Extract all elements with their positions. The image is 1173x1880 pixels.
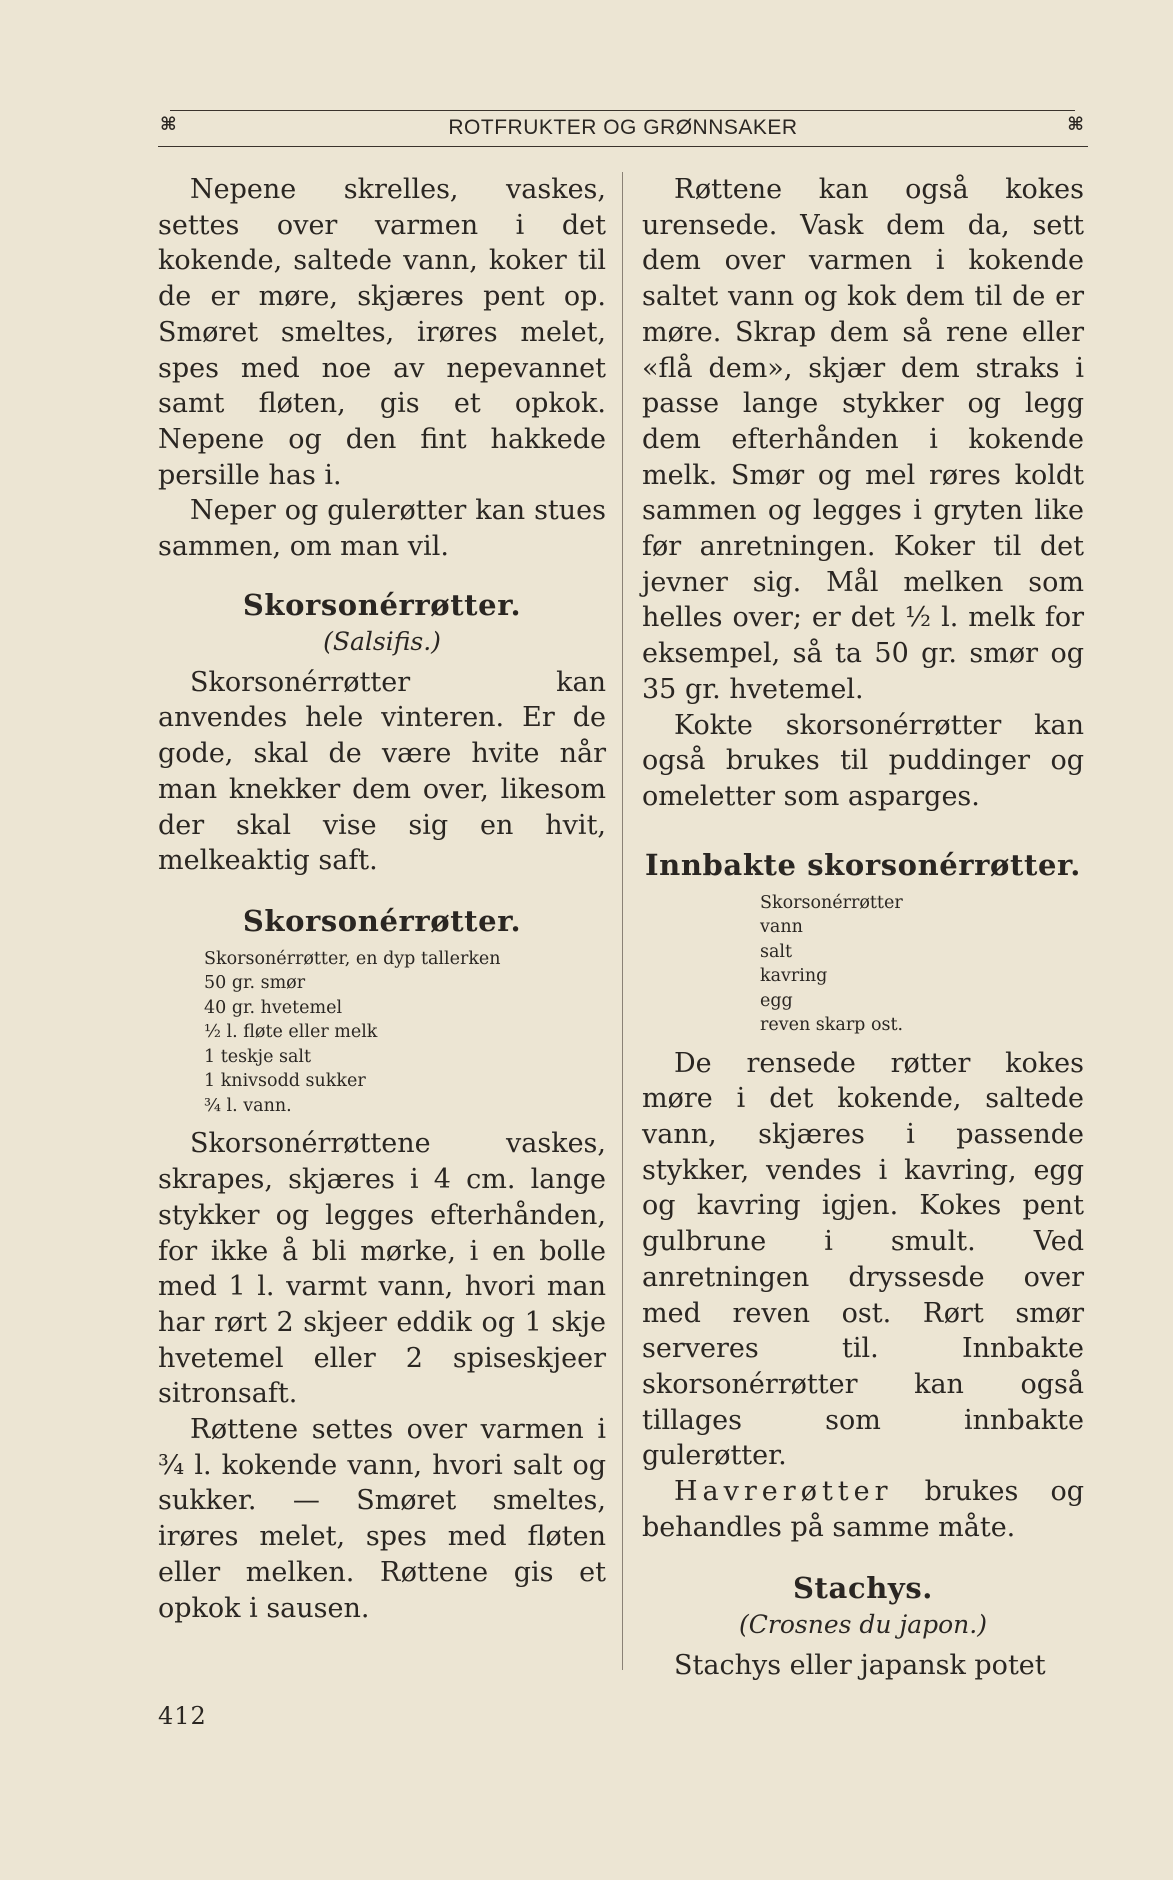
running-title: ROTFRUKTER OG GRØNNSAKER <box>448 116 798 139</box>
heading-stachys: Stachys. <box>793 1570 933 1605</box>
paragraph-innbakte-method: De rensede røtter kokes møre i det kokende, saltede vann, skjæres i passende stykker, vendes i kavring, egg og kavring igjen. Kokes pent gulbrune i smult. Ved anretningen dryssesde over med reven ost. Rørt smør serveres til. Innbakte skorsonérrøtter kan også tillages som innbakte gulerøtter. <box>642 1047 1084 1472</box>
paragraph-nepe-recipe: Nepene skrelles, vaskes, settes over varmen i det kokende, saltede vann, koker til de er møre, skjæres pent op. Smøret smeltes, irøres melet, spes med noe av nepevannet samt fløten, gis et opkok. Nepene og den fint hakkede persille has i. <box>158 174 606 491</box>
ingredient-item: kavring <box>760 966 828 987</box>
paragraph-rottene-settes: Røttene settes over varmen i ¾ l. kokende vann, hvori salt og sukker. — Smøret smeltes, irøres melet, spes med fløten eller melken. Røttene gis et opkok i sausen. <box>158 1414 606 1624</box>
ornament-left-icon: ⌘ <box>160 114 177 135</box>
subheading-salsifis: (Salsifis.) <box>323 626 441 656</box>
ingredient-item: reven skarp ost. <box>760 1015 904 1036</box>
ornament-right-icon: ⌘ <box>1067 114 1084 135</box>
paragraph-skorsoner-intro: Skorsonérrøtter kan anvendes hele vinteren. Er de gode, skal de være hvite når man knekker dem over, likesom der skal vise sig en hvit, melkeaktig saft. <box>158 666 606 877</box>
left-column <box>158 172 606 1626</box>
page-number: 412 <box>158 1702 207 1730</box>
ingredient-item: vann <box>760 917 803 938</box>
paragraph-kokte-skorsoner: Kokte skorsonérrøtter kan også brukes til puddinger og omeletter som asparges. <box>642 709 1084 812</box>
ingredient-item: salt <box>760 941 793 962</box>
ingredient-item: Skorsonérrøtter <box>760 892 903 913</box>
header-rule-top <box>170 110 1075 111</box>
column-divider <box>622 172 623 1670</box>
heading-innbakte-skorsonerrotter: Innbakte skorsonérrøtter. <box>645 847 1081 882</box>
ingredient-list-right <box>642 891 1084 1038</box>
ingredient-item: 1 teskje salt <box>204 1046 312 1067</box>
term-havrerotter: Havrerøtter <box>674 1476 893 1508</box>
ingredient-item: ½ l. fløte eller melk <box>204 1022 378 1043</box>
ingredient-item: 40 gr. hvetemel <box>204 997 343 1018</box>
running-header <box>158 112 1088 148</box>
paragraph-stachys: Stachys eller japansk potet <box>674 1649 1046 1681</box>
ingredient-item: Skorsonérrøtter, en dyp tallerken <box>204 948 501 969</box>
heading-skorsonerrotter: Skorsonérrøtter. <box>242 587 522 622</box>
paragraph-rottene-kokes: Røttene kan også kokes urensede. Vask dem da, sett dem over varmen i kokende saltet vann og kok dem til de er møre. Skrap dem så rene eller «flå dem», skjær dem straks i passe lange stykker og legg dem efterhånden i kokende melk. Smør og mel røres koldt sammen og legges i gryten like før anretningen. Koker til det jevner sig. Mål melken som helles over; er det ½ l. melk for eksempel, så ta 50 gr. smør og 35 gr. hvetemel. <box>642 174 1084 705</box>
header-rule-bottom <box>158 146 1088 147</box>
havrerotter-rest: brukes og behandles på samme måte. <box>642 1476 1084 1543</box>
ingredient-item: 1 knivsodd sukker <box>204 1071 366 1092</box>
subheading-crosnes: (Crosnes du japon.) <box>739 1609 987 1639</box>
paragraph-skorsoner-method: Skorsonérrøttene vaskes, skrapes, skjæres i 4 cm. lange stykker og legges efterhånden, for ikke å bli mørke, i en bolle med 1 l. varmt vann, hvori man har rørt 2 skjeer eddik og 1 skje hvetemel eller 2 spiseskjeer sitronsaft. <box>158 1128 606 1410</box>
heading-skorsonerrotter-recipe: Skorsonérrøtter. <box>242 903 522 938</box>
paragraph-neper-gulerotter: Neper og gulerøtter kan stues sammen, om man vil. <box>158 495 606 563</box>
ingredient-item: egg <box>760 990 793 1011</box>
ingredient-list-left <box>158 947 606 1119</box>
right-column <box>642 172 1084 1683</box>
ingredient-item: 50 gr. smør <box>204 973 306 994</box>
ingredient-item: ¾ l. vann. <box>204 1095 292 1116</box>
paragraph-havrerotter <box>642 1474 1084 1545</box>
